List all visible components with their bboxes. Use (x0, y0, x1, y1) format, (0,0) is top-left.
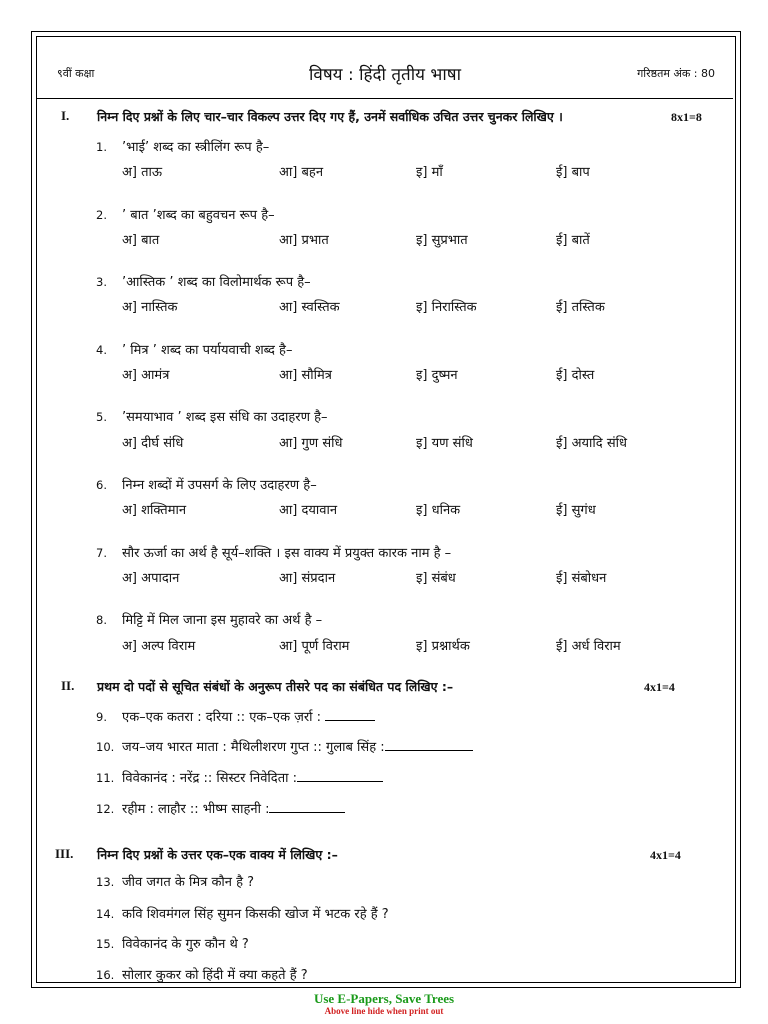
question-11 (96, 768, 383, 786)
question-text: सोलार कुकर को हिंदी में क्या कहते हैं ? (122, 968, 308, 983)
question-16 (96, 965, 308, 983)
question-number: 8. (96, 613, 107, 627)
question-15 (96, 934, 249, 952)
option-d: ई] तस्तिक (556, 300, 605, 315)
question-number: 10. (96, 740, 115, 754)
section-number: I. (61, 108, 70, 123)
question-12 (96, 799, 345, 817)
option-a: अ] आमंत्र (122, 368, 170, 383)
question-8 (96, 610, 322, 628)
option-b: आ] सौमित्र (279, 368, 332, 383)
question-6 (96, 475, 317, 493)
subject-title: विषय : हिंदी तृतीय भाषा (309, 65, 461, 85)
question-number: 15. (96, 937, 115, 951)
question-text: ’ बात ’शब्द का बहुवचन रूप है– (122, 208, 275, 223)
option-a: अ] अल्प विराम (122, 639, 196, 654)
option-c: इ] माँ (416, 165, 443, 180)
option-d: ई] दोस्त (556, 368, 595, 383)
answer-blank[interactable] (297, 769, 383, 782)
question-text: कवि शिवमंगल सिंह सुमन किसकी खोज में भटक रहे हैं ? (122, 907, 389, 922)
section-instruction: प्रथम दो पदों से सूचित संबंधों के अनुरूप तीसरे पद का संबंधित पद लिखिए :– (97, 679, 454, 694)
answer-blank[interactable] (325, 708, 375, 721)
option-d: ई] बाप (556, 165, 590, 180)
question-text: जीव जगत के मित्र कौन है ? (122, 875, 255, 890)
max-marks: गरिष्ठतम अंक : 80 (637, 67, 715, 80)
section-marks: 4x1=4 (650, 848, 681, 862)
paper-header (37, 44, 733, 96)
question-text: ’भाई’ शब्द का स्त्रीलिंग रूप है– (122, 140, 270, 155)
option-c: इ] संबंध (416, 571, 456, 586)
section-marks: 4x1=4 (644, 680, 675, 694)
question-text: विवेकानंद : नरेंद्र :: सिस्टर निवेदिता : (122, 771, 297, 786)
question-number: 9. (96, 710, 107, 724)
option-c: इ] निरास्तिक (416, 300, 477, 315)
question-number: 12. (96, 802, 115, 816)
section-number: II. (61, 678, 75, 693)
section-instruction: निम्न दिए प्रश्नों के उत्तर एक–एक वाक्य में लिखिए :– (97, 847, 338, 862)
question-5 (96, 407, 328, 425)
question-text: सौर ऊर्जा का अर्थ है सूर्य–शक्ति । इस वाक्य में प्रयुक्त कारक नाम है – (122, 546, 452, 561)
question-number: 14. (96, 907, 115, 921)
question-number: 11. (96, 771, 115, 785)
question-text: निम्न शब्दों में उपसर्ग के लिए उदाहरण है– (122, 478, 317, 493)
question-1 (96, 137, 269, 155)
question-number: 16. (96, 968, 115, 982)
question-number: 6. (96, 478, 107, 492)
question-14 (96, 904, 389, 922)
question-text: रहीम : लाहौर :: भीष्म साहनी : (122, 802, 270, 817)
question-4 (96, 340, 292, 358)
option-a: अ] दीर्घ संधि (122, 436, 184, 451)
answer-blank[interactable] (385, 738, 473, 751)
option-b: आ] स्वस्तिक (279, 300, 340, 315)
question-text: जय–जय भारत माता : मैथिलीशरण गुप्त :: गुलाब सिंह : (122, 740, 385, 755)
footer-print-note: Above line hide when print out (324, 1006, 444, 1016)
option-c: इ] प्रश्नार्थक (416, 639, 470, 654)
class-label: ९वीं कक्षा (57, 67, 95, 80)
question-number: 1. (96, 140, 107, 154)
option-c: इ] यण संधि (416, 436, 473, 451)
footer-eco-message: Use E-Papers, Save Trees (313, 991, 455, 1006)
option-b: आ] प्रभात (279, 233, 329, 248)
option-a: अ] ताऊ (122, 165, 163, 180)
question-number: 2. (96, 208, 107, 222)
option-c: इ] दुष्मन (416, 368, 458, 383)
answer-blank[interactable] (269, 800, 345, 813)
question-13 (96, 872, 254, 890)
question-10 (96, 737, 473, 755)
question-2 (96, 205, 275, 223)
option-d: ई] अर्ध विराम (556, 639, 621, 654)
section-instruction: निम्न दिए प्रश्नों के लिए चार–चार विकल्प उत्तर दिए गए हैं, उनमें सर्वाधिक उचित उत्तर चुनकर लिखिए । (97, 109, 563, 124)
option-a: अ] नास्तिक (122, 300, 178, 315)
question-text: विवेकानंद के गुरु कौन थे ? (122, 937, 249, 952)
option-a: अ] अपादान (122, 571, 180, 586)
question-7 (96, 543, 451, 561)
option-a: अ] शक्तिमान (122, 503, 187, 518)
option-b: आ] दयावान (279, 503, 338, 518)
option-c: इ] धनिक (416, 503, 461, 518)
question-number: 4. (96, 343, 107, 357)
option-b: आ] गुण संधि (279, 436, 343, 451)
question-number: 3. (96, 275, 107, 289)
question-text: ’समयाभाव ’ शब्द इस संधि का उदाहरण है– (122, 410, 328, 425)
question-number: 13. (96, 875, 115, 889)
question-text: मिट्टि में मिल जाना इस मुहावरे का अर्थ है – (122, 613, 323, 628)
option-c: इ] सुप्रभात (416, 233, 468, 248)
option-b: आ] बहन (279, 165, 324, 180)
option-d: ई] संबोधन (556, 571, 607, 586)
section-number: III. (55, 846, 74, 861)
question-9 (96, 707, 375, 725)
option-d: ई] बातें (556, 233, 590, 248)
section-marks: 8x1=8 (671, 110, 702, 124)
header-divider (37, 98, 733, 99)
option-d: ई] अयादि संधि (556, 436, 627, 451)
question-3 (96, 272, 311, 290)
option-a: अ] बात (122, 233, 160, 248)
option-b: आ] संप्रदान (279, 571, 336, 586)
option-b: आ] पूर्ण विराम (279, 639, 350, 654)
question-number: 5. (96, 410, 107, 424)
question-text: ’आस्तिक ’ शब्द का विलोमार्थक रूप है– (122, 275, 311, 290)
question-number: 7. (96, 546, 107, 560)
question-text: एक–एक कतरा : दरिया :: एक–एक ज़र्रा : (122, 710, 322, 725)
option-d: ई] सुगंध (556, 503, 596, 518)
question-text: ’ मित्र ’ शब्द का पर्यायवाची शब्द है– (122, 343, 293, 358)
